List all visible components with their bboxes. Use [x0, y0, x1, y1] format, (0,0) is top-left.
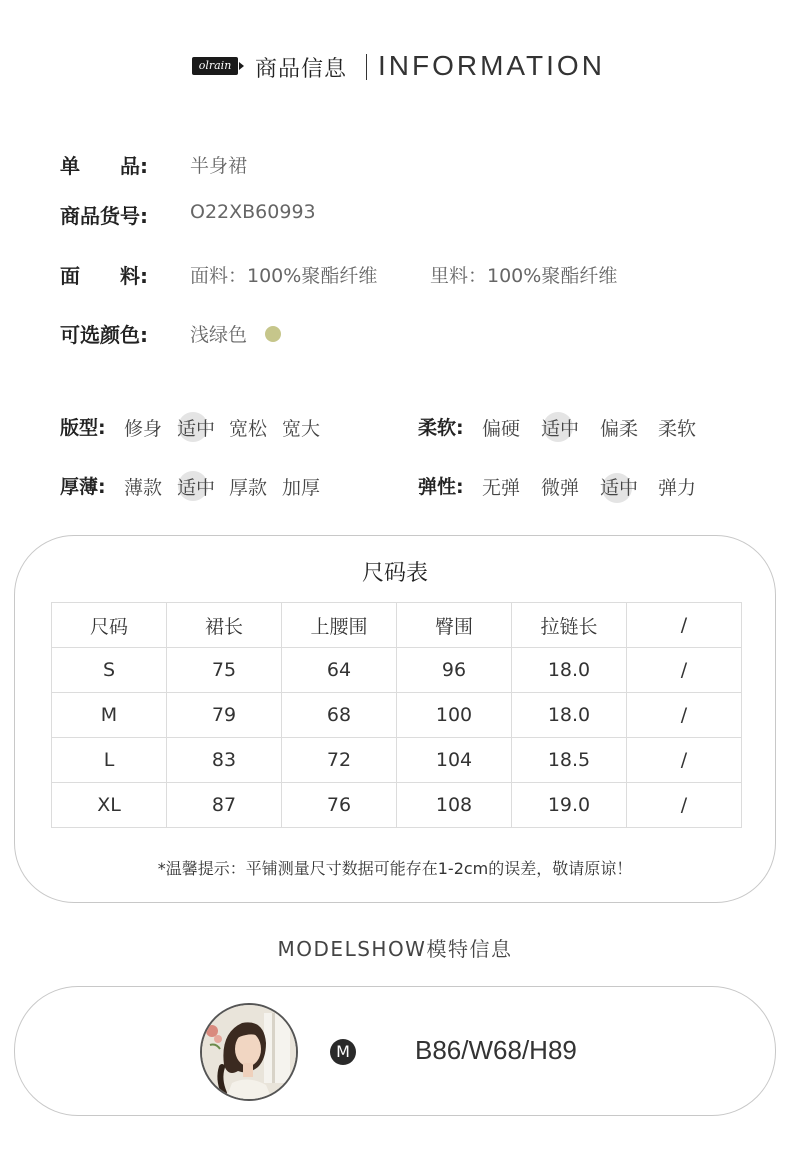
thickness-option: 厚款 — [229, 477, 268, 499]
table-cell: 72 — [282, 738, 397, 783]
table-cell: 100 — [397, 693, 512, 738]
softness-option: 偏硬 — [482, 418, 521, 440]
table-row — [52, 783, 742, 828]
model-avatar — [200, 1003, 298, 1101]
item-value: 半身裙 — [190, 155, 248, 177]
table-cell: 64 — [282, 648, 397, 693]
table-cell: L — [52, 738, 167, 783]
softness-attribute — [418, 413, 738, 443]
thickness-option: 薄款 — [124, 477, 163, 499]
table-cell: 19.0 — [512, 783, 627, 828]
thickness-attribute — [60, 472, 360, 502]
table-cell: 76 — [282, 783, 397, 828]
header-title-cn: 商品信息 — [255, 57, 348, 82]
softness-label: 柔软: — [418, 417, 464, 439]
table-header-cell: 拉链长 — [512, 603, 627, 648]
table-cell: 68 — [282, 693, 397, 738]
softness-option: 适中 — [541, 418, 580, 440]
size-chart-title: 尺码表 — [361, 561, 428, 586]
color-swatch — [265, 326, 281, 342]
table-header-row — [52, 603, 742, 648]
fabric-lining: 里料：100%聚酯纤维 — [430, 265, 618, 287]
table-cell: 75 — [167, 648, 282, 693]
table-cell: M — [52, 693, 167, 738]
size-table — [51, 602, 742, 828]
brand-logo: olrain — [192, 57, 238, 75]
elasticity-label: 弹性: — [418, 476, 464, 498]
header-title-en: INFORMATION — [378, 50, 605, 81]
fit-option: 适中 — [177, 418, 216, 440]
header-divider — [366, 54, 367, 80]
sku-label: 商品货号: — [60, 204, 148, 228]
elasticity-option: 无弹 — [482, 477, 521, 499]
size-chart-note: *温馨提示：平铺测量尺寸数据可能存在1-2cm的误差，敬请原谅！ — [157, 859, 633, 878]
size-chart-panel — [14, 535, 776, 903]
fabric-outer: 面料：100%聚酯纤维 — [190, 265, 378, 287]
table-cell: / — [627, 693, 742, 738]
table-cell: / — [627, 738, 742, 783]
table-cell: 87 — [167, 783, 282, 828]
table-cell: / — [627, 783, 742, 828]
thickness-label: 厚薄: — [60, 476, 106, 498]
table-header-cell: / — [627, 603, 742, 648]
table-cell: / — [627, 648, 742, 693]
fabric-label: 面 料: — [60, 264, 148, 288]
thickness-option: 适中 — [177, 477, 216, 499]
color-label: 可选颜色: — [60, 323, 148, 347]
table-cell: XL — [52, 783, 167, 828]
logo-arrow-icon — [239, 62, 244, 70]
fit-option: 修身 — [124, 418, 163, 440]
softness-option: 柔软 — [658, 418, 697, 440]
table-header-cell: 裙长 — [167, 603, 282, 648]
sku-value: O22XB60993 — [190, 201, 316, 223]
softness-option: 偏柔 — [600, 418, 639, 440]
table-cell: 108 — [397, 783, 512, 828]
model-heading: MODELSHOW模特信息 — [277, 937, 513, 961]
table-header-cell: 臀围 — [397, 603, 512, 648]
elasticity-option: 弹力 — [658, 477, 697, 499]
table-cell: 18.0 — [512, 648, 627, 693]
elasticity-option: 适中 — [600, 477, 639, 499]
color-value: 浅绿色 — [190, 324, 248, 346]
table-cell: 79 — [167, 693, 282, 738]
model-measurements: B86/W68/H89 — [415, 1035, 577, 1065]
elasticity-option: 微弹 — [541, 477, 580, 499]
table-cell: 18.5 — [512, 738, 627, 783]
table-cell: S — [52, 648, 167, 693]
thickness-option: 加厚 — [282, 477, 321, 499]
table-header-cell: 尺码 — [52, 603, 167, 648]
item-label: 单 品: — [60, 154, 148, 178]
table-header-cell: 上腰围 — [282, 603, 397, 648]
model-size-badge: M — [330, 1039, 356, 1065]
model-panel — [14, 986, 776, 1116]
fit-option: 宽松 — [229, 418, 268, 440]
fit-option: 宽大 — [282, 418, 321, 440]
table-row — [52, 648, 742, 693]
table-cell: 18.0 — [512, 693, 627, 738]
table-cell: 96 — [397, 648, 512, 693]
model-portrait-image — [202, 1005, 296, 1099]
table-row — [52, 693, 742, 738]
fit-label: 版型: — [60, 417, 106, 439]
table-row — [52, 738, 742, 783]
table-cell: 83 — [167, 738, 282, 783]
info-header — [0, 44, 790, 88]
table-cell: 104 — [397, 738, 512, 783]
fit-attribute — [60, 413, 360, 443]
elasticity-attribute — [418, 472, 738, 502]
